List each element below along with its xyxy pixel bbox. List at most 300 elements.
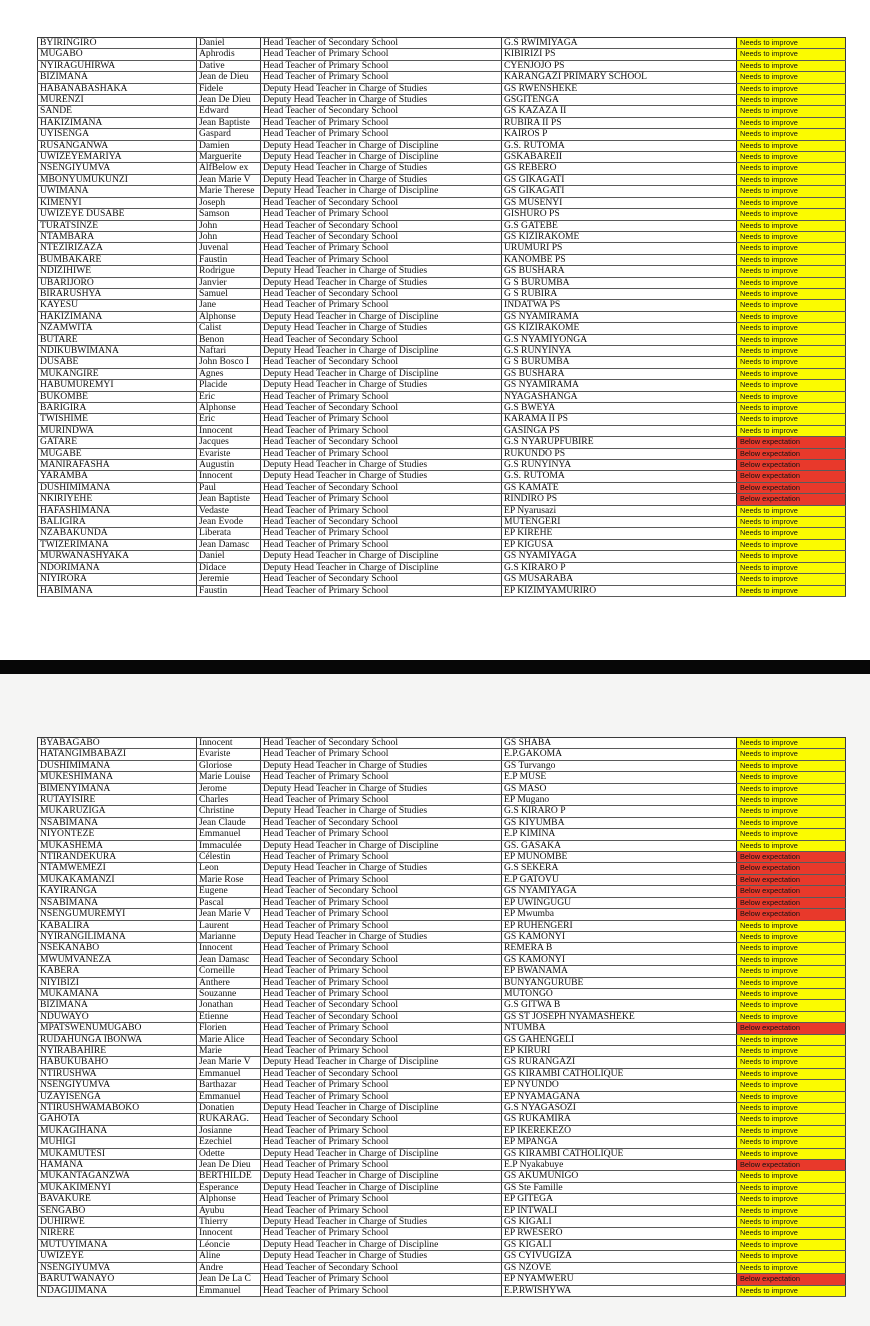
- firstname-cell: Odette: [197, 1148, 261, 1159]
- firstname-cell: Aphrodis: [197, 49, 261, 60]
- table-row: [38, 1182, 846, 1193]
- surname-cell: BARUTWANAYO: [38, 1274, 197, 1285]
- table-body-upper: [38, 38, 846, 597]
- school-cell: E.P.GAKOMA: [502, 749, 737, 760]
- school-cell: G.S KIRARO P: [502, 562, 737, 573]
- table-row: [38, 140, 846, 151]
- position-cell: Head Teacher of Secondary School: [261, 1011, 502, 1022]
- surname-cell: NDORIMANA: [38, 562, 197, 573]
- position-cell: Head Teacher of Primary School: [261, 920, 502, 931]
- table-row: [38, 300, 846, 311]
- table-row: [38, 83, 846, 94]
- surname-cell: BUMBAKARE: [38, 254, 197, 265]
- position-cell: Head Teacher of Secondary School: [261, 1114, 502, 1125]
- school-cell: GS NYAMIYAGA: [502, 551, 737, 562]
- position-cell: Deputy Head Teacher in Charge of Studies: [261, 266, 502, 277]
- firstname-cell: Jerome: [197, 783, 261, 794]
- firstname-cell: Janvier: [197, 277, 261, 288]
- status-cell: Needs to improve: [737, 1205, 846, 1216]
- firstname-cell: Jonathan: [197, 1000, 261, 1011]
- status-cell: Needs to improve: [737, 1171, 846, 1182]
- school-cell: NYAGASHANGA: [502, 391, 737, 402]
- surname-cell: MUGABO: [38, 49, 197, 60]
- position-cell: Head Teacher of Secondary School: [261, 357, 502, 368]
- table-row: [38, 357, 846, 368]
- position-cell: Deputy Head Teacher in Charge of Discipline: [261, 368, 502, 379]
- firstname-cell: Esperance: [197, 1182, 261, 1193]
- firstname-cell: Innocent: [197, 738, 261, 749]
- status-cell: Needs to improve: [737, 60, 846, 71]
- position-cell: Deputy Head Teacher in Charge of Discipline: [261, 551, 502, 562]
- table-row: [38, 897, 846, 908]
- firstname-cell: Marguerite: [197, 152, 261, 163]
- firstname-cell: Naftari: [197, 345, 261, 356]
- table-row: [38, 1137, 846, 1148]
- school-cell: E.P Nyakabuye: [502, 1160, 737, 1171]
- firstname-cell: Emmanuel: [197, 829, 261, 840]
- surname-cell: UYISENGA: [38, 129, 197, 140]
- status-cell: Needs to improve: [737, 220, 846, 231]
- firstname-cell: Anthere: [197, 977, 261, 988]
- firstname-cell: Barthazar: [197, 1080, 261, 1091]
- school-cell: GS AKUMUNIGO: [502, 1171, 737, 1182]
- status-cell: Needs to improve: [737, 323, 846, 334]
- status-cell: Below expectation: [737, 874, 846, 885]
- school-cell: G.S GITWA B: [502, 1000, 737, 1011]
- school-cell: GS KIRAMBI CATHOLIQUE: [502, 1068, 737, 1079]
- table-row: [38, 277, 846, 288]
- table-row: [38, 243, 846, 254]
- school-cell: MUTENGERI: [502, 517, 737, 528]
- school-cell: E.P GATOVU: [502, 874, 737, 885]
- table-row: [38, 977, 846, 988]
- surname-cell: BUKOMBE: [38, 391, 197, 402]
- firstname-cell: Souzanne: [197, 988, 261, 999]
- surname-cell: MUKAKIMENYI: [38, 1182, 197, 1193]
- firstname-cell: Eric: [197, 391, 261, 402]
- table-row: [38, 1217, 846, 1228]
- status-cell: Needs to improve: [737, 562, 846, 573]
- table-row: [38, 749, 846, 760]
- firstname-cell: Samuel: [197, 288, 261, 299]
- table-row: [38, 311, 846, 322]
- position-cell: Head Teacher of Secondary School: [261, 197, 502, 208]
- table-row: [38, 1000, 846, 1011]
- position-cell: Deputy Head Teacher in Charge of Discipline: [261, 186, 502, 197]
- surname-cell: NIYIBIZI: [38, 977, 197, 988]
- position-cell: Deputy Head Teacher in Charge of Discipline: [261, 1171, 502, 1182]
- firstname-cell: Jean de Dieu: [197, 72, 261, 83]
- table-row: [38, 345, 846, 356]
- table-row: [38, 562, 846, 573]
- table-row: [38, 874, 846, 885]
- table-row: [38, 886, 846, 897]
- table-row: [38, 1239, 846, 1250]
- status-cell: Needs to improve: [737, 585, 846, 596]
- school-cell: EP UWINGUGU: [502, 897, 737, 908]
- position-cell: Deputy Head Teacher in Charge of Studies: [261, 460, 502, 471]
- status-cell: Needs to improve: [737, 425, 846, 436]
- status-cell: Below expectation: [737, 482, 846, 493]
- position-cell: Head Teacher of Secondary School: [261, 954, 502, 965]
- firstname-cell: Marie: [197, 1045, 261, 1056]
- position-cell: Head Teacher of Primary School: [261, 874, 502, 885]
- table-row: [38, 585, 846, 596]
- firstname-cell: Marie Louise: [197, 772, 261, 783]
- status-cell: Below expectation: [737, 1023, 846, 1034]
- surname-cell: SANDE: [38, 106, 197, 117]
- firstname-cell: Jean De Dieu: [197, 95, 261, 106]
- school-cell: GS KAZAZA II: [502, 106, 737, 117]
- surname-cell: NDUWAYO: [38, 1011, 197, 1022]
- school-cell: G.S RUNYINYA: [502, 345, 737, 356]
- surname-cell: NTEZIRIZAZA: [38, 243, 197, 254]
- surname-cell: DUSABE: [38, 357, 197, 368]
- firstname-cell: Jean De La C: [197, 1274, 261, 1285]
- firstname-cell: Célestin: [197, 852, 261, 863]
- position-cell: Head Teacher of Primary School: [261, 49, 502, 60]
- school-cell: GS GAHENGELI: [502, 1034, 737, 1045]
- table-body-lower: [38, 738, 846, 1297]
- surname-cell: RUTAYISIRE: [38, 795, 197, 806]
- position-cell: Deputy Head Teacher in Charge of Studies: [261, 783, 502, 794]
- status-cell: Needs to improve: [737, 1217, 846, 1228]
- school-cell: GSGITENGA: [502, 95, 737, 106]
- status-cell: Below expectation: [737, 1274, 846, 1285]
- status-cell: Needs to improve: [737, 783, 846, 794]
- position-cell: Head Teacher of Secondary School: [261, 220, 502, 231]
- status-cell: Needs to improve: [737, 49, 846, 60]
- firstname-cell: Laurent: [197, 920, 261, 931]
- firstname-cell: Emmanuel: [197, 1091, 261, 1102]
- table-row: [38, 368, 846, 379]
- status-cell: Needs to improve: [737, 368, 846, 379]
- school-cell: GS NYAMIRAMA: [502, 380, 737, 391]
- position-cell: Head Teacher of Primary School: [261, 1205, 502, 1216]
- staff-performance-table-upper: [37, 37, 846, 597]
- table-row: [38, 266, 846, 277]
- school-cell: GS KIRAMBI CATHOLIQUE: [502, 1148, 737, 1159]
- school-cell: GS KAMATE: [502, 482, 737, 493]
- position-cell: Head Teacher of Primary School: [261, 117, 502, 128]
- surname-cell: MUKANTAGANZWA: [38, 1171, 197, 1182]
- position-cell: Head Teacher of Primary School: [261, 243, 502, 254]
- status-cell: Needs to improve: [737, 38, 846, 49]
- surname-cell: KABALIRA: [38, 920, 197, 931]
- firstname-cell: John: [197, 231, 261, 242]
- status-cell: Needs to improve: [737, 749, 846, 760]
- table-row: [38, 72, 846, 83]
- position-cell: Head Teacher of Secondary School: [261, 886, 502, 897]
- surname-cell: NDIZIHIWE: [38, 266, 197, 277]
- firstname-cell: Daniel: [197, 551, 261, 562]
- firstname-cell: Gaspard: [197, 129, 261, 140]
- table-row: [38, 494, 846, 505]
- status-cell: Needs to improve: [737, 174, 846, 185]
- status-cell: Needs to improve: [737, 1285, 846, 1296]
- section-divider-bar: [0, 660, 870, 674]
- status-cell: Below expectation: [737, 909, 846, 920]
- surname-cell: HATANGIMBABAZI: [38, 749, 197, 760]
- table-row: [38, 129, 846, 140]
- position-cell: Head Teacher of Primary School: [261, 254, 502, 265]
- school-cell: GS MUSENYI: [502, 197, 737, 208]
- surname-cell: UWIZEYE DUSABE: [38, 209, 197, 220]
- surname-cell: HABANABASHAKA: [38, 83, 197, 94]
- table-row: [38, 943, 846, 954]
- position-cell: Deputy Head Teacher in Charge of Discipline: [261, 140, 502, 151]
- status-cell: Needs to improve: [737, 1194, 846, 1205]
- firstname-cell: Benon: [197, 334, 261, 345]
- school-cell: INDATWA PS: [502, 300, 737, 311]
- table-row: [38, 829, 846, 840]
- firstname-cell: Josianne: [197, 1125, 261, 1136]
- firstname-cell: Innocent: [197, 425, 261, 436]
- firstname-cell: Jean De Dieu: [197, 1160, 261, 1171]
- status-cell: Needs to improve: [737, 517, 846, 528]
- surname-cell: NSENGIYUMVA: [38, 1080, 197, 1091]
- position-cell: Head Teacher of Primary School: [261, 852, 502, 863]
- surname-cell: UWIMANA: [38, 186, 197, 197]
- firstname-cell: Jacques: [197, 437, 261, 448]
- surname-cell: NSENGIYUMVA: [38, 1262, 197, 1273]
- position-cell: Head Teacher of Primary School: [261, 1080, 502, 1091]
- school-cell: GASINGA PS: [502, 425, 737, 436]
- school-cell: GS KAMONYI: [502, 931, 737, 942]
- position-cell: Deputy Head Teacher in Charge of Discipline: [261, 152, 502, 163]
- table-row: [38, 1023, 846, 1034]
- firstname-cell: Rodrigue: [197, 266, 261, 277]
- school-cell: G.S GATEBE: [502, 220, 737, 231]
- status-cell: Needs to improve: [737, 72, 846, 83]
- surname-cell: TWISHIME: [38, 414, 197, 425]
- firstname-cell: Marianne: [197, 931, 261, 942]
- table-row: [38, 1114, 846, 1125]
- table-row: [38, 1274, 846, 1285]
- position-cell: Deputy Head Teacher in Charge of Studies: [261, 931, 502, 942]
- surname-cell: HAMANA: [38, 1160, 197, 1171]
- school-cell: RUKUNDO PS: [502, 448, 737, 459]
- school-cell: EP KIRURI: [502, 1045, 737, 1056]
- school-cell: G.S NYAMIYONGA: [502, 334, 737, 345]
- school-cell: G.S. RUTOMA: [502, 471, 737, 482]
- table-row: [38, 954, 846, 965]
- school-cell: REMERA B: [502, 943, 737, 954]
- school-cell: EP Mwumba: [502, 909, 737, 920]
- firstname-cell: Jane: [197, 300, 261, 311]
- school-cell: E.P KIMINA: [502, 829, 737, 840]
- status-cell: Needs to improve: [737, 840, 846, 851]
- firstname-cell: Jean Claude: [197, 817, 261, 828]
- surname-cell: MUKARUZIGA: [38, 806, 197, 817]
- surname-cell: MWUMVANEZA: [38, 954, 197, 965]
- table-row: [38, 863, 846, 874]
- status-cell: Needs to improve: [737, 1114, 846, 1125]
- position-cell: Head Teacher of Secondary School: [261, 437, 502, 448]
- firstname-cell: Faustin: [197, 254, 261, 265]
- surname-cell: NDIKUBWIMANA: [38, 345, 197, 356]
- position-cell: Head Teacher of Secondary School: [261, 288, 502, 299]
- surname-cell: GATARE: [38, 437, 197, 448]
- surname-cell: NTAMWEMEZI: [38, 863, 197, 874]
- status-cell: Needs to improve: [737, 311, 846, 322]
- table-row: [38, 38, 846, 49]
- school-cell: EP BWANAMA: [502, 966, 737, 977]
- status-cell: Needs to improve: [737, 1080, 846, 1091]
- status-cell: Needs to improve: [737, 277, 846, 288]
- position-cell: Head Teacher of Secondary School: [261, 517, 502, 528]
- position-cell: Head Teacher of Secondary School: [261, 482, 502, 493]
- surname-cell: NSENGIYUMVA: [38, 163, 197, 174]
- firstname-cell: Donatien: [197, 1103, 261, 1114]
- surname-cell: MUHIGI: [38, 1137, 197, 1148]
- firstname-cell: Leon: [197, 863, 261, 874]
- surname-cell: BYABAGABO: [38, 738, 197, 749]
- school-cell: KARANGAZI PRIMARY SCHOOL: [502, 72, 737, 83]
- school-cell: GS REBERO: [502, 163, 737, 174]
- surname-cell: NIYIRORA: [38, 574, 197, 585]
- position-cell: Head Teacher of Primary School: [261, 1274, 502, 1285]
- status-cell: Below expectation: [737, 448, 846, 459]
- surname-cell: HABUMUREMYI: [38, 380, 197, 391]
- firstname-cell: Agnes: [197, 368, 261, 379]
- surname-cell: DUSHIMIMANA: [38, 482, 197, 493]
- surname-cell: BIRARUSHYA: [38, 288, 197, 299]
- table-row: [38, 231, 846, 242]
- position-cell: Head Teacher of Primary School: [261, 1125, 502, 1136]
- status-cell: Needs to improve: [737, 83, 846, 94]
- position-cell: Deputy Head Teacher in Charge of Studies: [261, 323, 502, 334]
- firstname-cell: Evariste: [197, 749, 261, 760]
- status-cell: Needs to improve: [737, 1251, 846, 1262]
- position-cell: Head Teacher of Primary School: [261, 494, 502, 505]
- position-cell: Head Teacher of Secondary School: [261, 1068, 502, 1079]
- status-cell: Needs to improve: [737, 357, 846, 368]
- status-cell: Below expectation: [737, 437, 846, 448]
- school-cell: EP KIREHE: [502, 528, 737, 539]
- school-cell: E.P MUSE: [502, 772, 737, 783]
- school-cell: GS GIKAGATI: [502, 186, 737, 197]
- firstname-cell: Andre: [197, 1262, 261, 1273]
- firstname-cell: Samson: [197, 209, 261, 220]
- firstname-cell: Immaculée: [197, 840, 261, 851]
- position-cell: Deputy Head Teacher in Charge of Studies: [261, 163, 502, 174]
- position-cell: Head Teacher of Primary School: [261, 1160, 502, 1171]
- school-cell: KARAMA II PS: [502, 414, 737, 425]
- position-cell: Head Teacher of Secondary School: [261, 106, 502, 117]
- firstname-cell: Augustin: [197, 460, 261, 471]
- position-cell: Head Teacher of Primary School: [261, 448, 502, 459]
- table-row: [38, 448, 846, 459]
- firstname-cell: Edward: [197, 106, 261, 117]
- firstname-cell: Ayubu: [197, 1205, 261, 1216]
- school-cell: EP NYAMWERU: [502, 1274, 737, 1285]
- firstname-cell: Eric: [197, 414, 261, 425]
- status-cell: Needs to improve: [737, 1239, 846, 1250]
- surname-cell: NYIRABAHIRE: [38, 1045, 197, 1056]
- school-cell: KIBIRIZI PS: [502, 49, 737, 60]
- table-row: [38, 1228, 846, 1239]
- status-cell: Needs to improve: [737, 1103, 846, 1114]
- school-cell: GS SHABA: [502, 738, 737, 749]
- firstname-cell: Pascal: [197, 897, 261, 908]
- school-cell: KAIROS P: [502, 129, 737, 140]
- status-cell: Needs to improve: [737, 300, 846, 311]
- table-row: [38, 817, 846, 828]
- table-row: [38, 323, 846, 334]
- surname-cell: HAFASHIMANA: [38, 505, 197, 516]
- school-cell: CYENJOJO PS: [502, 60, 737, 71]
- status-cell: Needs to improve: [737, 254, 846, 265]
- firstname-cell: Marie Rose: [197, 874, 261, 885]
- table-row: [38, 174, 846, 185]
- position-cell: Deputy Head Teacher in Charge of Discipline: [261, 1182, 502, 1193]
- surname-cell: BIMENYIMANA: [38, 783, 197, 794]
- school-cell: MUTONGO: [502, 988, 737, 999]
- table-row: [38, 574, 846, 585]
- firstname-cell: Gloriose: [197, 760, 261, 771]
- table-row: [38, 437, 846, 448]
- surname-cell: NTIRUSHWA: [38, 1068, 197, 1079]
- surname-cell: DUSHIMIMANA: [38, 760, 197, 771]
- position-cell: Head Teacher of Primary School: [261, 391, 502, 402]
- position-cell: Head Teacher of Primary School: [261, 1091, 502, 1102]
- status-cell: Needs to improve: [737, 977, 846, 988]
- surname-cell: HAKIZIMANA: [38, 117, 197, 128]
- status-cell: Needs to improve: [737, 829, 846, 840]
- school-cell: GS KAMONYI: [502, 954, 737, 965]
- position-cell: Head Teacher of Primary School: [261, 1045, 502, 1056]
- position-cell: Deputy Head Teacher in Charge of Studies: [261, 806, 502, 817]
- school-cell: EP NYUNDO: [502, 1080, 737, 1091]
- surname-cell: KAYIRANGA: [38, 886, 197, 897]
- firstname-cell: Corneille: [197, 966, 261, 977]
- firstname-cell: BERTHILDE: [197, 1171, 261, 1182]
- surname-cell: MUTUYIMANA: [38, 1239, 197, 1250]
- position-cell: Head Teacher of Secondary School: [261, 574, 502, 585]
- school-cell: GS KIZIRAKOME: [502, 231, 737, 242]
- firstname-cell: RUKARAG.: [197, 1114, 261, 1125]
- position-cell: Head Teacher of Primary School: [261, 505, 502, 516]
- position-cell: Head Teacher of Primary School: [261, 1194, 502, 1205]
- school-cell: EP NYAMAGANA: [502, 1091, 737, 1102]
- surname-cell: MUKANGIRE: [38, 368, 197, 379]
- status-cell: Below expectation: [737, 471, 846, 482]
- status-cell: Needs to improve: [737, 1000, 846, 1011]
- staff-performance-table-lower: [37, 737, 846, 1297]
- surname-cell: UZAYISENGA: [38, 1091, 197, 1102]
- firstname-cell: Emmanuel: [197, 1068, 261, 1079]
- position-cell: Head Teacher of Primary School: [261, 528, 502, 539]
- surname-cell: BARIGIRA: [38, 403, 197, 414]
- firstname-cell: Jean Evode: [197, 517, 261, 528]
- table-row: [38, 1045, 846, 1056]
- position-cell: Deputy Head Teacher in Charge of Studies: [261, 174, 502, 185]
- surname-cell: KIMENYI: [38, 197, 197, 208]
- school-cell: GS RWENSHEKE: [502, 83, 737, 94]
- status-cell: Needs to improve: [737, 334, 846, 345]
- firstname-cell: Innocent: [197, 1228, 261, 1239]
- table-row: [38, 1080, 846, 1091]
- position-cell: Head Teacher of Primary School: [261, 1285, 502, 1296]
- firstname-cell: Damien: [197, 140, 261, 151]
- surname-cell: RUDAHUNGA IBONWA: [38, 1034, 197, 1045]
- school-cell: G.S BWEYA: [502, 403, 737, 414]
- surname-cell: BAVAKURE: [38, 1194, 197, 1205]
- surname-cell: NTIRANDEKURA: [38, 852, 197, 863]
- position-cell: Deputy Head Teacher in Charge of Studies: [261, 277, 502, 288]
- status-cell: Needs to improve: [737, 943, 846, 954]
